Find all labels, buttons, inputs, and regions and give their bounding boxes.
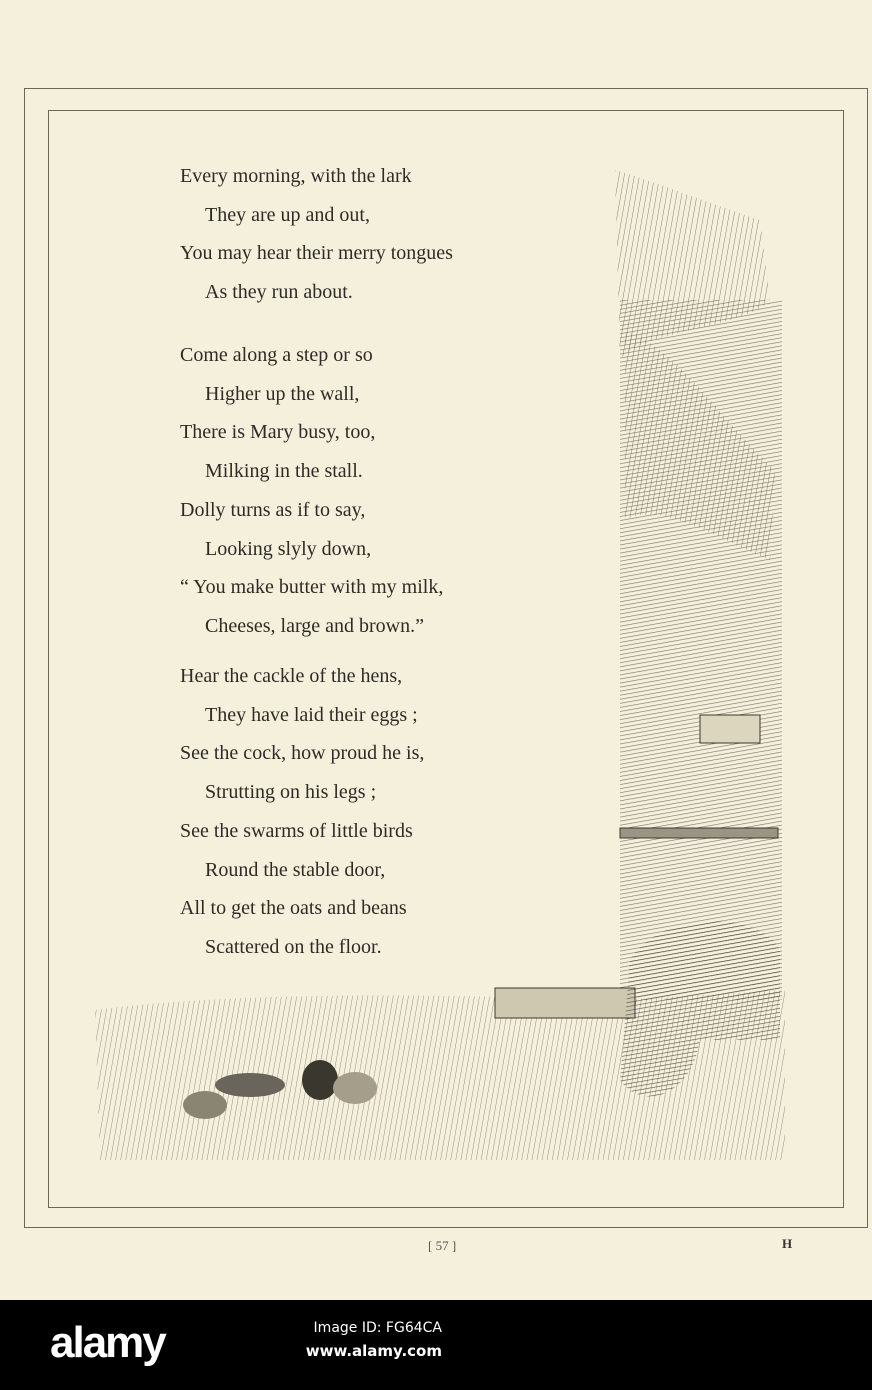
poem-line: Hear the cackle of the hens, (180, 665, 403, 687)
poem-line: Higher up the wall, (205, 382, 360, 405)
poem-line: See the cock, how proud he is, (180, 742, 425, 765)
hen-icon (333, 1072, 377, 1104)
poem-line: You may hear their merry tongues (180, 242, 453, 265)
poem-line: Come along a step or so (180, 344, 373, 366)
signature-mark: H (782, 1236, 793, 1251)
watermark-footer (0, 1300, 872, 1390)
poem-line: Looking slyly down, (205, 537, 372, 560)
rooster-icon (302, 1060, 338, 1100)
hen-icon (183, 1091, 227, 1119)
poem-line: There is Mary busy, too, (180, 421, 376, 444)
poem-line: They are up and out, (205, 203, 370, 226)
barn-wall-engraving (615, 170, 782, 1000)
alamy-logo: alamy (50, 1318, 165, 1367)
poem-line: Cheeses, large and brown.” (205, 614, 425, 637)
poem-line: Scattered on the floor. (205, 935, 382, 958)
image-id: Image ID: FG64CA (313, 1320, 442, 1336)
poem-line: “ You make butter with my milk, (180, 576, 444, 599)
poem-line: See the swarms of little birds (180, 819, 413, 842)
poem-line: All to get the oats and beans (180, 897, 407, 920)
poem-line: Round the stable door, (205, 858, 386, 881)
poem-line: Milking in the stall. (205, 460, 363, 483)
poem-line: Dolly turns as if to say, (180, 498, 366, 521)
farmyard-ground-engraving (95, 921, 785, 1160)
page-number: [ 57 ] (428, 1238, 457, 1253)
poem-line: Strutting on his legs ; (205, 781, 377, 804)
hen-icon (215, 1073, 285, 1097)
poem-line: As they run about. (205, 281, 353, 304)
site-url: www.alamy.com (305, 1342, 442, 1360)
poem-line: Every morning, with the lark (180, 165, 412, 187)
poem-line: They have laid their eggs ; (205, 703, 418, 726)
